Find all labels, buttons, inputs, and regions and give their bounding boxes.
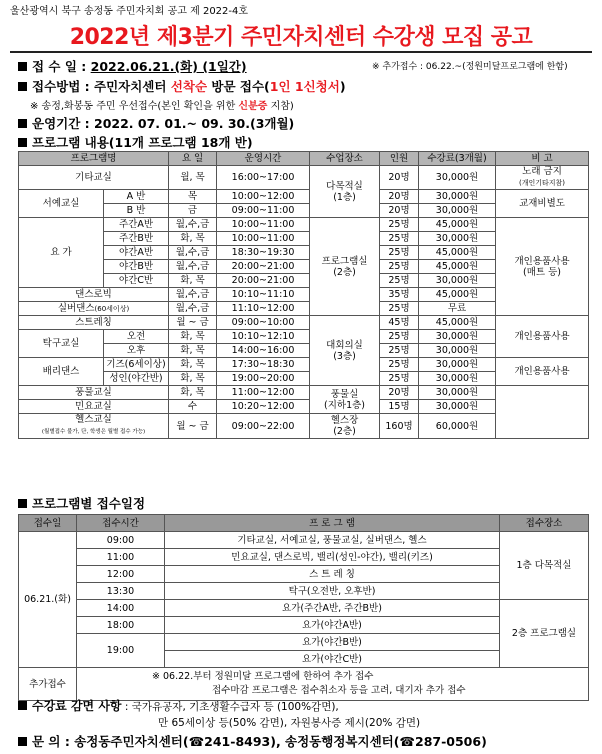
bullet-icon: [18, 737, 27, 746]
table-row: [19, 386, 589, 400]
table-cell: 월,수,금: [169, 246, 217, 260]
reception-date-line: 접 수 일 : 2022.06.21.(화) (1일간): [18, 57, 247, 75]
table-cell: 60,000원: [419, 414, 496, 439]
period-line: 운영기간 : 2022. 07. 01.~ 09. 30.(3개월): [18, 114, 294, 132]
table-cell: 11:00~12:00: [217, 386, 310, 400]
table-cell: 25명: [380, 330, 419, 344]
table-cell: [496, 386, 589, 439]
table-cell: 추가접수: [19, 668, 77, 701]
table-cell: 교재비별도: [496, 190, 589, 218]
table-cell: 45명: [380, 316, 419, 330]
table-cell: 30,000원: [419, 190, 496, 204]
table-cell: 10:00~12:00: [217, 190, 310, 204]
table-cell: 06.21.(화): [19, 532, 77, 668]
table-cell: 다목적실 (1층): [310, 166, 380, 218]
table-cell: 19:00~20:00: [217, 372, 310, 386]
table-cell: 대회의실 (3층): [310, 316, 380, 386]
table-cell: 45,000원: [419, 218, 496, 232]
table-row: [19, 532, 589, 549]
table-cell: 16:00~17:00: [217, 166, 310, 190]
table-cell: 25명: [380, 358, 419, 372]
table-cell: 20명: [380, 204, 419, 218]
notice-number: 울산광역시 북구 송정동 주민자치회 공고 제 2022-4호: [10, 6, 249, 17]
table-cell: 10:00~11:00: [217, 232, 310, 246]
table-header-row: [19, 152, 589, 166]
table-cell: 25명: [380, 274, 419, 288]
priority-note: ※ 송정,화봉동 주민 우선접수(본인 확인을 위한 신분증 지참): [30, 101, 294, 112]
table-cell: 25명: [380, 232, 419, 246]
table-cell: 10:10~12:10: [217, 330, 310, 344]
table-cell: A 반: [104, 190, 169, 204]
table-cell: 45,000원: [419, 246, 496, 260]
table-cell: 10:10~11:10: [217, 288, 310, 302]
table-cell: 월,수,금: [169, 218, 217, 232]
table-header-row: [19, 515, 589, 532]
table-cell: 화, 목: [169, 330, 217, 344]
table-cell: 프로그램실 (2층): [310, 218, 380, 316]
table-cell: 30,000원: [419, 372, 496, 386]
table-row: [19, 358, 589, 372]
discount-line: 수강료 감면 사항 : 국가유공자, 기초생활수급자 등 (100%감면),: [18, 697, 339, 714]
table-cell: 스트레칭: [19, 316, 169, 330]
program-header: 프로그램 내용(11개 프로그램 18개 반): [18, 133, 253, 151]
inquiry-line: 문 의 : 송정동주민자치센터(☎241-8493), 송정동행정복지센터(☎287-0506): [18, 732, 487, 750]
table-cell: 14:00: [77, 600, 165, 617]
table-cell: 요가(야간A반): [165, 617, 500, 634]
table-cell: 서예교실: [19, 190, 104, 218]
table-cell: 월,수,금: [169, 260, 217, 274]
table-row: [19, 316, 589, 330]
table-cell: 야간C반: [104, 274, 169, 288]
table-cell: 13:30: [77, 583, 165, 600]
table-cell: 09:00~11:00: [217, 204, 310, 218]
table-cell: 18:30~19:30: [217, 246, 310, 260]
table-cell: 헬스장 (2층): [310, 414, 380, 439]
table-cell: 성인(야간반): [104, 372, 169, 386]
table-cell: 25명: [380, 344, 419, 358]
table-cell: 160명: [380, 414, 419, 439]
table-cell: 월 ~ 금: [169, 414, 217, 439]
table-cell: 주간B반: [104, 232, 169, 246]
table-cell: 화, 목: [169, 232, 217, 246]
table-cell: 30,000원: [419, 344, 496, 358]
method-line: 접수방법 : 주민자치센터 선착순 방문 접수(1인 1신청서): [18, 77, 346, 95]
table-cell: 수업장소: [310, 152, 380, 166]
table-cell: 접수장소: [500, 515, 589, 532]
table-cell: 18:00: [77, 617, 165, 634]
table-cell: 금: [169, 204, 217, 218]
bullet-icon: [18, 701, 27, 710]
table-cell: 10:20~12:00: [217, 400, 310, 414]
table-cell: 월, 목: [169, 166, 217, 190]
additional-note: ※ 추가접수 : 06.22.~(정원미달프로그램에 한함): [372, 62, 568, 72]
table-cell: 화, 목: [169, 344, 217, 358]
table-cell: 25명: [380, 218, 419, 232]
table-cell: 민요교실, 댄스로빅, 밸리(성인-야간), 밸리(키즈): [165, 549, 500, 566]
table-cell: 수: [169, 400, 217, 414]
table-cell: 헬스교실 (월별접수 불가, 단, 학생은 월별 접수 가능): [19, 414, 169, 439]
table-cell: 풍물교실: [19, 386, 169, 400]
table-cell: 월,수,금: [169, 288, 217, 302]
schedule-header: 프로그램별 접수일정: [18, 494, 145, 512]
table-cell: 프로그램명: [19, 152, 169, 166]
table-cell: 기타교실: [19, 166, 169, 190]
table-cell: 오후: [104, 344, 169, 358]
table-cell: 17:30~18:30: [217, 358, 310, 372]
table-cell: 11:10~12:00: [217, 302, 310, 316]
table-cell: 목: [169, 190, 217, 204]
table-cell: 10:00~11:00: [217, 218, 310, 232]
table-cell: 무료: [419, 302, 496, 316]
table-cell: 요 일: [169, 152, 217, 166]
table-cell: 풍물실 (지하1층): [310, 386, 380, 414]
bullet-icon: [18, 82, 27, 91]
table-cell: 25명: [380, 246, 419, 260]
table-cell: 주간A반: [104, 218, 169, 232]
table-cell: 20:00~21:00: [217, 260, 310, 274]
schedule-table: [18, 514, 589, 701]
table-cell: 인원: [380, 152, 419, 166]
table-cell: 1층 다목적실: [500, 532, 589, 600]
table-cell: 접수시간: [77, 515, 165, 532]
table-cell: 45,000원: [419, 316, 496, 330]
table-cell: 오전: [104, 330, 169, 344]
table-cell: 화, 목: [169, 274, 217, 288]
table-cell: 배리댄스: [19, 358, 104, 386]
table-cell: 월,수,금: [169, 302, 217, 316]
table-cell: 요 가: [19, 218, 104, 288]
table-cell: 요가(야간B반): [165, 634, 500, 651]
table-cell: 2층 프로그램실: [500, 600, 589, 668]
table-cell: 20명: [380, 386, 419, 400]
table-cell: 야간A반: [104, 246, 169, 260]
program-table: [18, 151, 589, 439]
table-cell: 개인용품사용 (매트 등): [496, 218, 589, 316]
table-cell: 스 트 레 칭: [165, 566, 500, 583]
table-cell: 30,000원: [419, 232, 496, 246]
table-cell: 운영시간: [217, 152, 310, 166]
table-cell: 댄스로빅: [19, 288, 169, 302]
table-cell: 민요교실: [19, 400, 169, 414]
table-cell: 35명: [380, 288, 419, 302]
table-cell: 탁구(오전반, 오후반): [165, 583, 500, 600]
table-cell: 09:00~10:00: [217, 316, 310, 330]
table-cell: 30,000원: [419, 274, 496, 288]
table-cell: 요가(야간C반): [165, 651, 500, 668]
bullet-icon: [18, 499, 27, 508]
reception-date: 2022.06.21.(화) (1일간): [90, 59, 247, 74]
table-cell: 25명: [380, 372, 419, 386]
table-row: [19, 190, 589, 204]
table-row: [19, 166, 589, 190]
page-title: 2022년 제3분기 주민자치센터 수강생 모집 공고: [69, 25, 533, 50]
title-divider: [10, 51, 592, 53]
table-cell: 개인용품사용: [496, 316, 589, 358]
table-cell: 19:00: [77, 634, 165, 668]
discount-line-2: 만 65세이상 등(50% 감면), 자원봉사증 제시(20% 감면): [158, 717, 421, 729]
table-cell: 45,000원: [419, 260, 496, 274]
table-cell: 실버댄스(60세이상): [19, 302, 169, 316]
table-cell: 45,000원: [419, 288, 496, 302]
table-cell: 20명: [380, 166, 419, 190]
table-cell: 14:00~16:00: [217, 344, 310, 358]
table-cell: 30,000원: [419, 358, 496, 372]
table-cell: 기타교실, 서예교실, 풍물교실, 실버댄스, 헬스: [165, 532, 500, 549]
table-cell: 접수일: [19, 515, 77, 532]
bullet-icon: [18, 138, 27, 147]
bullet-icon: [18, 119, 27, 128]
table-row: [19, 600, 589, 617]
table-cell: 25명: [380, 260, 419, 274]
table-cell: 화, 목: [169, 386, 217, 400]
table-cell: 탁구교실: [19, 330, 104, 358]
table-cell: 30,000원: [419, 204, 496, 218]
table-cell: 30,000원: [419, 330, 496, 344]
table-cell: 화, 목: [169, 372, 217, 386]
table-cell: 30,000원: [419, 166, 496, 190]
table-cell: 09:00: [77, 532, 165, 549]
table-cell: 15명: [380, 400, 419, 414]
table-cell: ※ 06.22.부터 정원미달 프로그램에 한하여 추가 접수 접수마감 프로그램은 접수취소자 등을 고려, 대기자 추가 접수: [77, 668, 589, 701]
table-cell: 11:00: [77, 549, 165, 566]
table-cell: 30,000원: [419, 400, 496, 414]
table-cell: 노래 금지 (개인기타지참): [496, 166, 589, 190]
table-cell: 화, 목: [169, 358, 217, 372]
table-cell: 개인용품사용: [496, 358, 589, 386]
table-cell: 09:00~22:00: [217, 414, 310, 439]
table-cell: 12:00: [77, 566, 165, 583]
table-cell: 월 ~ 금: [169, 316, 217, 330]
table-cell: 프 로 그 램: [165, 515, 500, 532]
table-cell: 요가(주간A반, 주간B반): [165, 600, 500, 617]
table-cell: 25명: [380, 302, 419, 316]
table-cell: 야간B반: [104, 260, 169, 274]
table-row: [19, 218, 589, 232]
table-cell: 20명: [380, 190, 419, 204]
table-cell: 비 고: [496, 152, 589, 166]
table-cell: 수강료(3개월): [419, 152, 496, 166]
bullet-icon: [18, 62, 27, 71]
table-cell: B 반: [104, 204, 169, 218]
table-cell: 기즈(6세이상): [104, 358, 169, 372]
table-cell: 30,000원: [419, 386, 496, 400]
table-row: [19, 668, 589, 701]
table-cell: 20:00~21:00: [217, 274, 310, 288]
